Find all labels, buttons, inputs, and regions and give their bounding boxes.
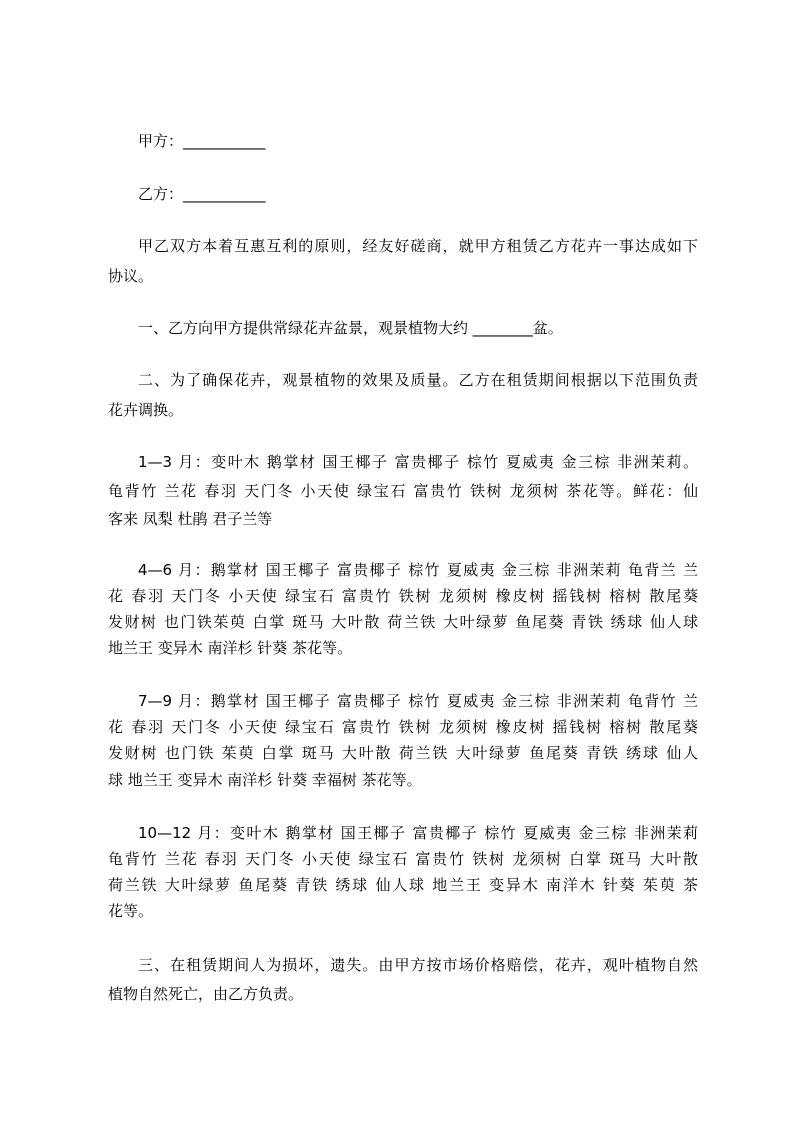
season-3-line-1: 7—9 月：鹅掌材 国王椰子 富贵椰子 棕竹 夏威夷 金三棕 非洲茉莉 龟背竹 兰	[138, 692, 698, 710]
season-2-line-2: 花 春羽 天门冬 小天使 绿宝石 富贵竹 铁树 龙须树 橡皮树 摇钱树 榕树 散尾葵	[108, 587, 698, 605]
season-3-line-2: 花 春羽 天门冬 小天使 绿宝石 富贵竹 铁树 龙须树 橡皮树 摇钱树 榕树 散尾葵	[108, 718, 698, 736]
party-a-line: 甲方：___________	[138, 132, 266, 150]
season-1-line-2: 龟背竹 兰花 春羽 天门冬 小天使 绿宝石 富贵竹 铁树 龙须树 茶花等。鲜花：仙	[108, 482, 698, 500]
clause-1-line: 一、乙方向甲方提供常绿花卉盆景，观景植物大约 ________盆。	[138, 319, 563, 337]
intro-line-1: 甲乙双方本着互惠互利的原则，经友好磋商，就甲方租赁乙方花卉一事达成如下	[138, 237, 698, 255]
season-2-line-1: 4—6 月：鹅掌材 国王椰子 富贵椰子 棕竹 夏威夷 金三棕 非洲茉莉 龟背兰 兰	[138, 561, 698, 579]
season-2-line-3: 发财树 也门铁茱萸 白掌 斑马 大叶散 荷兰铁 大叶绿萝 鱼尾葵 青铁 绣球 仙人球	[108, 613, 698, 631]
clause-2-line-1: 二、为了确保花卉，观景植物的效果及质量。乙方在租赁期间根据以下范围负责	[138, 371, 698, 389]
clause-3-line-1: 三、在租赁期间人为损坏，遗失。由甲方按市场价格赔偿，花卉，观叶植物自然	[138, 956, 698, 974]
clause-3-line-2: 植物自然死亡，由乙方负责。	[108, 985, 304, 1003]
season-1-line-3: 客来 凤梨 杜鹃 君子兰等	[108, 510, 273, 528]
intro-line-2: 协议。	[108, 267, 154, 285]
season-4-line-1: 10—12 月：变叶木 鹅掌材 国王椰子 富贵椰子 棕竹 夏威夷 金三棕 非洲茉莉	[138, 824, 698, 842]
party-b-line: 乙方：___________	[138, 185, 266, 203]
season-3-line-3: 发财树 也门铁 茱萸 白掌 斑马 大叶散 荷兰铁 大叶绿萝 鱼尾葵 青铁 绣球 仙人	[108, 744, 698, 762]
clause-2-line-2: 花卉调换。	[108, 401, 184, 419]
season-4-line-4: 花等。	[108, 902, 154, 920]
season-4-line-3: 荷兰铁 大叶绿萝 鱼尾葵 青铁 绣球 仙人球 地兰王 变异木 南洋木 针葵 茱萸 茶	[108, 876, 698, 894]
season-3-line-4: 球 地兰王 变异木 南洋杉 针葵 幸福树 茶花等。	[108, 771, 422, 789]
season-1-line-1: 1—3 月：变叶木 鹅掌材 国王椰子 富贵椰子 棕竹 夏威夷 金三棕 非洲茉莉。	[138, 453, 698, 471]
season-4-line-2: 龟背竹 兰花 春羽 天门冬 小天使 绿宝石 富贵竹 铁树 龙须树 白掌 斑马 大叶散	[108, 850, 698, 868]
season-2-line-4: 地兰王 变异木 南洋杉 针葵 茶花等。	[108, 639, 353, 657]
